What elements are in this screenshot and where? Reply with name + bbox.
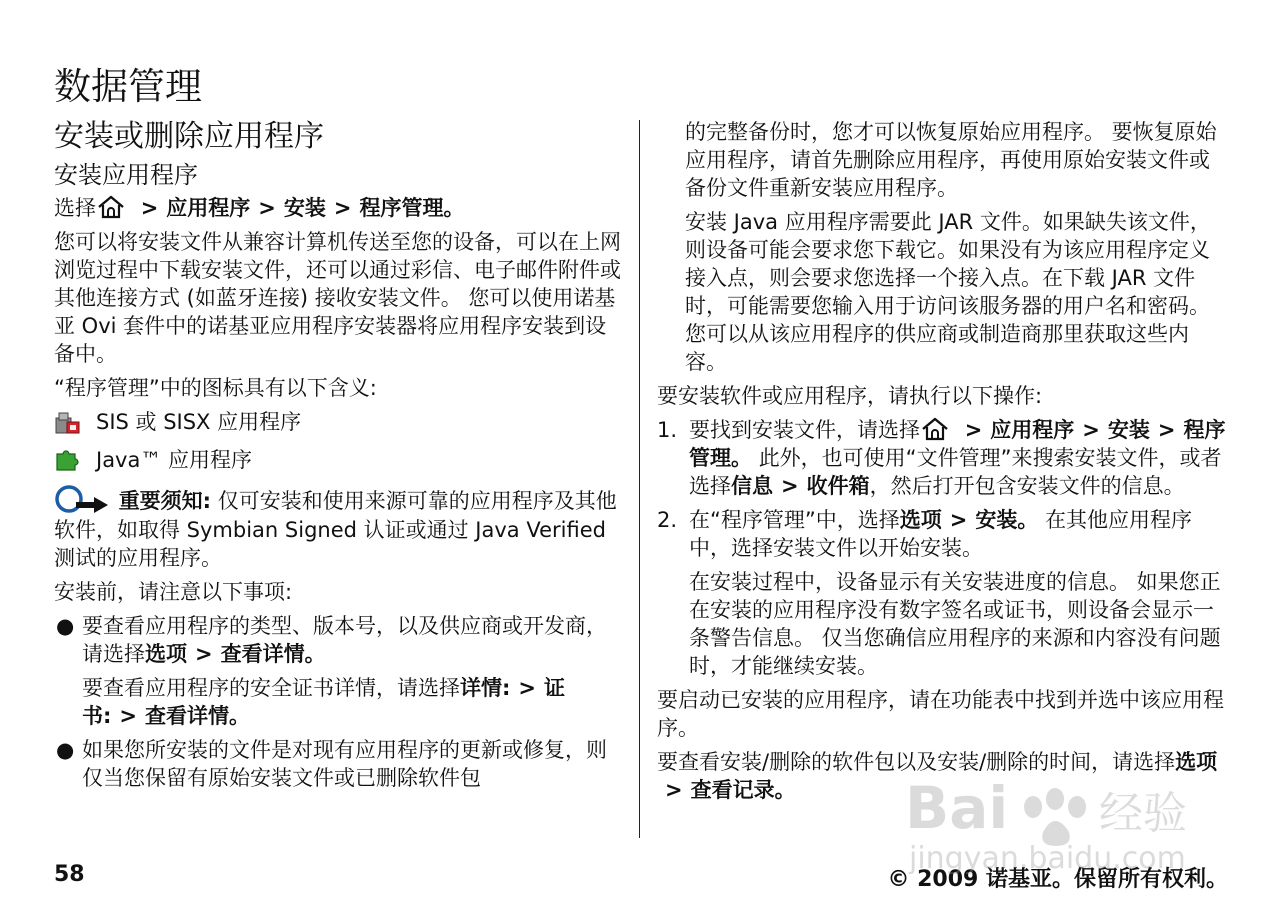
path-separator: >	[518, 676, 537, 700]
step-text: 在其他应用程序中，选择安装文件以开始安装。	[689, 508, 1193, 560]
path-separator: >	[119, 704, 138, 728]
install-steps-intro: 要安装软件或应用程序，请执行以下操作:	[657, 384, 1043, 408]
bullet-subnote	[82, 674, 624, 730]
path-item-app-manager: 程序管理。	[359, 196, 465, 220]
step-text: 要找到安装文件，请选择	[689, 418, 920, 442]
option-ref: 选项	[145, 642, 187, 666]
important-note-icon	[54, 484, 112, 516]
notes-list	[54, 612, 624, 792]
watermark-cn: 经验	[1099, 788, 1187, 839]
home-icon	[96, 194, 126, 220]
path-item-apps: 应用程序	[990, 418, 1075, 442]
step-text: 在“程序管理”中，选择	[689, 508, 900, 532]
step-item	[657, 506, 1227, 680]
option-ref: 查看详情。	[220, 642, 326, 666]
left-column	[54, 118, 624, 798]
page-number: 58	[54, 862, 85, 887]
path-item-messaging: 信息	[731, 474, 773, 498]
path-item-apps: 应用程序	[166, 196, 251, 220]
list-item	[54, 612, 624, 730]
sis-package-icon	[54, 409, 82, 435]
step-text: 此外，也可使用“文件管理”来搜索安装文件，或者选择	[689, 446, 1222, 498]
important-label: 重要须知:	[118, 489, 212, 513]
select-prefix: 选择	[54, 196, 96, 220]
log-text: 要查看安装/删除的软件包以及安装/删除的时间，请选择	[657, 750, 1176, 774]
path-separator: >	[140, 196, 159, 220]
step-text: ，然后打开包含安装文件的信息。	[869, 474, 1185, 498]
path-item-install: 安装	[283, 196, 326, 220]
watermark-brand: Bai	[905, 774, 1009, 842]
icon-legend-sis	[54, 408, 624, 436]
bullet-icon: ●	[56, 614, 75, 638]
install-steps	[657, 416, 1227, 680]
section-title: 安装或删除应用程序	[54, 119, 324, 154]
path-separator: >	[949, 508, 968, 532]
path-separator: >	[1082, 418, 1100, 442]
option-ref: 查看详情。	[145, 704, 251, 728]
icons-intro: “程序管理”中的图标具有以下含义:	[54, 376, 377, 400]
bullet-icon: ●	[56, 738, 75, 762]
watermark-url: jingyan.baidu.com	[909, 841, 1186, 874]
path-separator: >	[665, 778, 683, 802]
step-number: 1.	[657, 418, 678, 442]
important-text: 仅可安装和使用来源可靠的应用程序及其他软件，如取得 Symbian Signed 认证或通过 Java Verified 测试的应用程序。	[54, 489, 617, 570]
log-paragraph	[657, 748, 1227, 804]
step-number: 2.	[657, 508, 678, 532]
continued-paragraph: 的完整备份时，您才可以恢复原始应用程序。 要恢复原始应用程序，请首先删除应用程序，再使用原始安装文件或备份文件重新安装应用程序。	[685, 120, 1217, 200]
icon-legend-java	[54, 446, 624, 474]
column-divider	[639, 120, 640, 838]
option-ref: 详情:	[460, 676, 511, 700]
path-item-inbox: 收件箱	[806, 474, 870, 498]
subnote-text: 要查看应用程序的安全证书详情，请选择	[82, 676, 460, 700]
right-column	[657, 118, 1227, 810]
path-item-install: 安装	[1107, 418, 1150, 442]
path-separator: >	[195, 642, 213, 666]
home-icon	[920, 416, 950, 442]
select-path	[54, 194, 624, 222]
step-detail: 在安装过程中，设备显示有关安装进度的信息。 如果您正在安装的应用程序没有数字签名或证书，则设备会显示一条警告信息。 仅当您确信应用程序的来源和内容没有问题时，才能继续安装。	[689, 570, 1221, 678]
path-item-app-manager: 程序管理。	[689, 418, 1226, 470]
list-item	[54, 736, 624, 792]
option-ref: 查看记录。	[690, 778, 796, 802]
sub-title: 安装应用程序	[54, 161, 198, 189]
option-ref: 选项	[1175, 750, 1218, 774]
java-puzzle-icon	[54, 447, 82, 473]
option-ref: 选项	[899, 508, 942, 532]
option-ref: 安装。	[975, 508, 1039, 532]
path-separator: >	[333, 196, 352, 220]
intro-paragraph: 您可以将安装文件从兼容计算机传送至您的设备，可以在上网浏览过程中下载安装文件，还可以通过彩信、电子邮件附件或其他连接方式 (如蓝牙连接) 接收安装文件。 您可以使用诺基亚 Ovi 套件中的诺基亚应用程序安装器将应用程序安装到设备中。	[54, 230, 621, 366]
important-note	[54, 484, 624, 572]
launch-paragraph: 要启动已安装的应用程序，请在功能表中找到并选中该应用程序。	[657, 688, 1224, 740]
jar-note: 安装 Java 应用程序需要此 JAR 文件。如果缺失该文件，则设备可能会要求您下载它。如果没有为该应用程序定义接入点，则会要求您选择一个接入点。在下载 JAR 文件时，可能需要您输入用于访问该服务器的用户名和密码。您可以从该应用程序的供应商或制造商那里获取这些内容。	[685, 210, 1211, 374]
copyright: © 2009 诺基亚。保留所有权利。	[887, 867, 1228, 892]
bullet-text: 如果您所安装的文件是对现有应用程序的更新或修复，则仅当您保留有原始安装文件或已删除软件包	[82, 738, 607, 790]
path-separator: >	[258, 196, 276, 220]
path-separator: >	[1157, 418, 1176, 442]
path-separator: >	[964, 418, 983, 442]
java-label: Java™ 应用程序	[96, 448, 253, 472]
step-item	[657, 416, 1227, 500]
sis-label: SIS 或 SISX 应用程序	[96, 410, 302, 434]
path-separator: >	[781, 474, 799, 498]
page-title: 数据管理	[54, 65, 202, 108]
bullet-text: 要查看应用程序的类型、版本号，以及供应商或开发商，请选择	[82, 614, 607, 666]
option-ref: 证书:	[82, 676, 566, 728]
before-install: 安装前，请注意以下事项:	[54, 580, 293, 604]
